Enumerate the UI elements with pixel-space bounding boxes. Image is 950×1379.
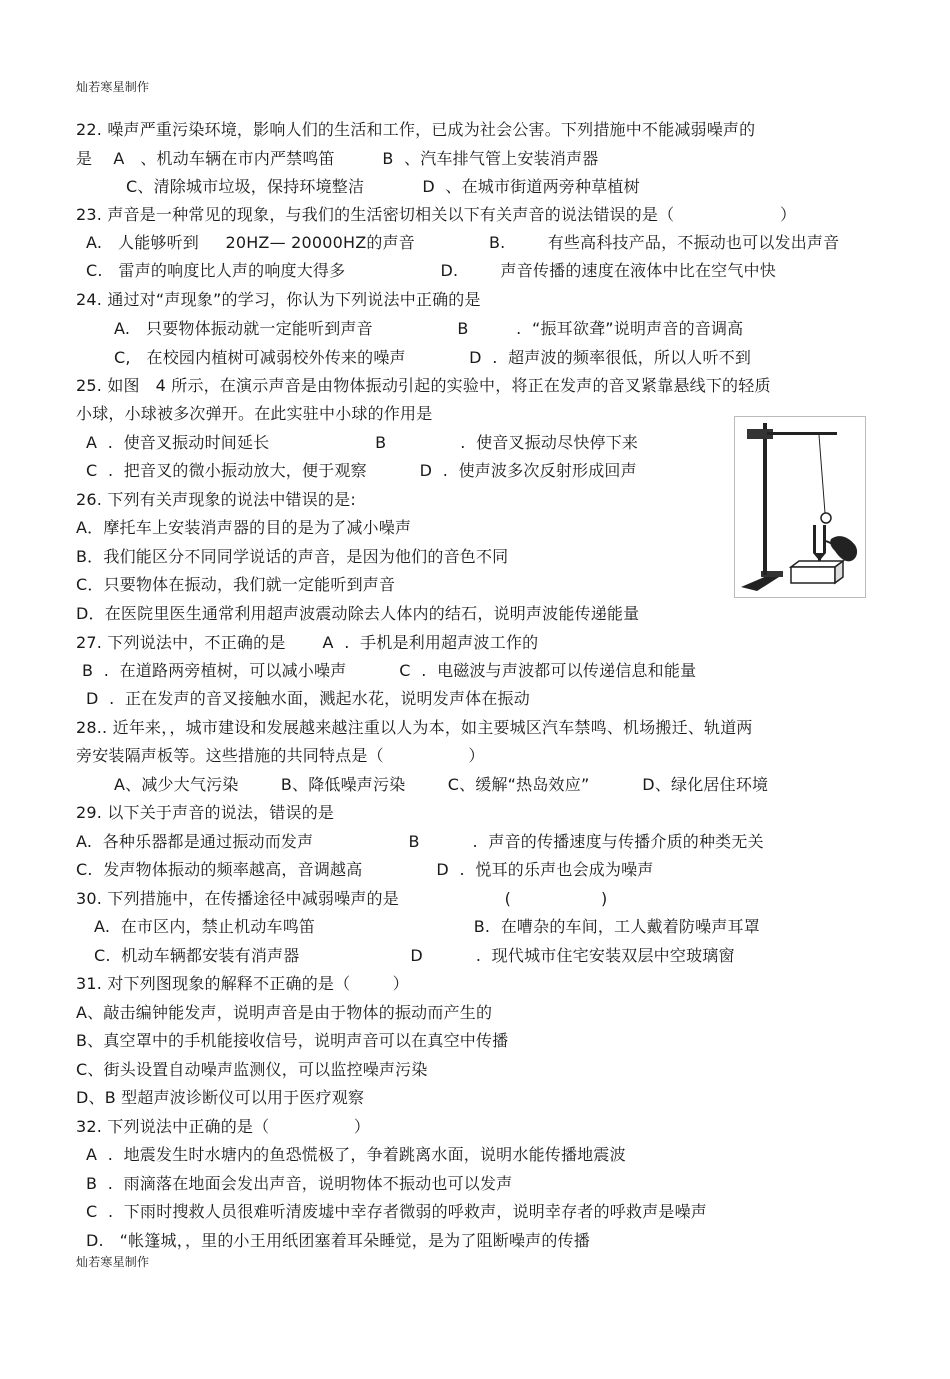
q25-stem-line2: 小球，小球被多次弹开。在此实驻中小球的作用是 — [76, 404, 433, 423]
q31-option-a: A、敲击编钟能发声，说明声音是由于物体的振动而产生的 — [76, 1003, 493, 1022]
q26-option-d: D．在医院里医生通常利用超声波震动除去人体内的结石，说明声波能传递能量 — [76, 604, 640, 623]
q25-options-cd: C . 把音叉的微小振动放大，便于观察 D . 使声波多次反射形成回声 — [86, 461, 637, 480]
q32-option-d: D. “帐篷城，，里的小王用纸团塞着耳朵睡觉，是为了阻断噪声的传播 — [86, 1231, 590, 1250]
q29-stem: 29. 以下关于声音的说法，错误的是 — [76, 803, 335, 822]
q28-options: A、减少大气污染 B、降低噪声污染 C、缓解“热岛效应” D、绿化居住环境 — [114, 775, 769, 794]
hand-icon — [830, 536, 857, 561]
q29-options-ab: A. 各种乐器都是通过振动而发声 B . 声音的传播速度与传播介质的种类无关 — [76, 832, 764, 851]
stand-pole — [763, 423, 767, 575]
q32-stem: 32. 下列说法中正确的是（ ） — [76, 1117, 371, 1136]
q31-stem: 31. 对下列图现象的解释不正确的是（ ） — [76, 974, 409, 993]
page-footer: 灿若寒星制作 — [76, 1255, 150, 1269]
page-header: 灿若寒星制作 — [76, 80, 150, 94]
q31-option-c: C、街头设置自动噪声监测仪，可以监控噪声污染 — [76, 1060, 428, 1079]
q27-options-bc: B . 在道路两旁植树，可以减小噪声 C . 电磁波与声波都可以传递信息和能量 — [82, 661, 697, 680]
q30-options-cd: C. 机动车辆都安装有消声器 D . 现代城市住宅安装双层中空玻璃窗 — [94, 946, 735, 965]
q24-stem: 24. 通过对“声现象”的学习，你认为下列说法中正确的是 — [76, 290, 481, 309]
tuning-fork-figure — [734, 416, 866, 598]
q25-stem-line1: 25. 如图 4 所示，在演示声音是由物体振动引起的实验中，将正在发声的音叉紧靠悬线下的轻质 — [76, 376, 771, 395]
q29-options-cd: C. 发声物体振动的频率越高，音调越高 D . 悦耳的乐声也会成为噪声 — [76, 860, 654, 879]
q32-option-a: A . 地震发生时水塘内的鱼恐慌极了，争着跳离水面，说明水能传播地震波 — [86, 1145, 626, 1164]
q32-option-b: B . 雨滴落在地面会发出声音，说明物体不振动也可以发声 — [86, 1174, 513, 1193]
q26-option-a: A．摩托车上安装消声器的目的是为了减小噪声 — [76, 518, 412, 537]
resonance-box-front — [791, 567, 835, 583]
q23-options-ab: A. 人能够听到 20HZ— 20000HZ的声音 B. 有些高科技产品，不振动也可以发出声音 — [86, 233, 840, 252]
q23-options-cd: C. 雷声的响度比人声的响度大得多 D. 声音传播的速度在液体中比在空气中快 — [86, 261, 776, 280]
fork-base — [813, 553, 826, 559]
q26-option-b: B．我们能区分不同同学说话的声音，是因为他们的音色不同 — [76, 547, 509, 566]
q26-stem: 26. 下列有关声现象的说法中错误的是: — [76, 490, 356, 509]
stand-arm — [767, 432, 837, 435]
stand-base — [741, 575, 779, 591]
q31-option-d: D、B 型超声波诊断仪可以用于医疗观察 — [76, 1088, 365, 1107]
q22-options-cd: C、清除城市垃圾，保持环境整洁 D 、在城市街道两旁种草植树 — [126, 177, 640, 196]
q25-options-ab: A . 使音叉振动时间延长 B . 使音叉振动尽快停下来 — [86, 433, 639, 452]
q30-options-ab: A. 在市区内，禁止机动车鸣笛 B. 在嘈杂的车间，工人戴着防噪声耳罩 — [94, 917, 760, 936]
tuning-fork-illustration — [735, 417, 865, 597]
q24-options-cd: C, 在校园内植树可减弱校外传来的噪声 D . 超声波的频率很低，所以人听不到 — [114, 348, 752, 367]
q28-stem-line2: 旁安装隔声板等。这些措施的共同特点是（ ） — [76, 746, 485, 765]
q31-option-b: B、真空罩中的手机能接收信号，说明声音可以在真空中传播 — [76, 1031, 509, 1050]
fork-prong-left — [813, 525, 816, 553]
pendulum-string — [819, 435, 825, 513]
q22-options-ab: 是 A 、机动车辆在市内严禁鸣笛 B 、汽车排气管上安装消声器 — [76, 149, 599, 168]
q24-options-ab: A. 只要物体振动就一定能听到声音 B . “振耳欲聋”说明声音的音调高 — [114, 319, 744, 338]
q32-option-c: C . 下雨时搜救人员很难听清废墟中幸存者微弱的呼救声，说明幸存者的呼救声是噪声 — [86, 1202, 708, 1221]
fork-prong-right — [823, 525, 826, 553]
q27-option-d: D . 正在发声的音叉接触水面，溅起水花，说明发声体在振动 — [86, 689, 530, 708]
q22-stem-line1: 22. 噪声严重污染环境，影响人们的生活和工作，已成为社会公害。下列措施中不能减弱噪声的 — [76, 120, 756, 139]
q23-stem: 23. 声音是一种常见的现象，与我们的生活密切相关以下有关声音的说法错误的是（ ） — [76, 205, 797, 224]
q28-stem-line1: 28.. 近年来，，城市建设和发展越来越注重以人为本，如主要城区汽车禁鸣、机场搬迁、轨道两 — [76, 718, 753, 737]
pendulum-ball — [821, 513, 831, 523]
q30-stem: 30. 下列措施中，在传播途径中减弱噪声的是 ( ) — [76, 889, 608, 908]
q27-stem: 27. 下列说法中，不正确的是 A . 手机是利用超声波工作的 — [76, 633, 539, 652]
q26-option-c: C．只要物体在振动，我们就一定能听到声音 — [76, 575, 396, 594]
